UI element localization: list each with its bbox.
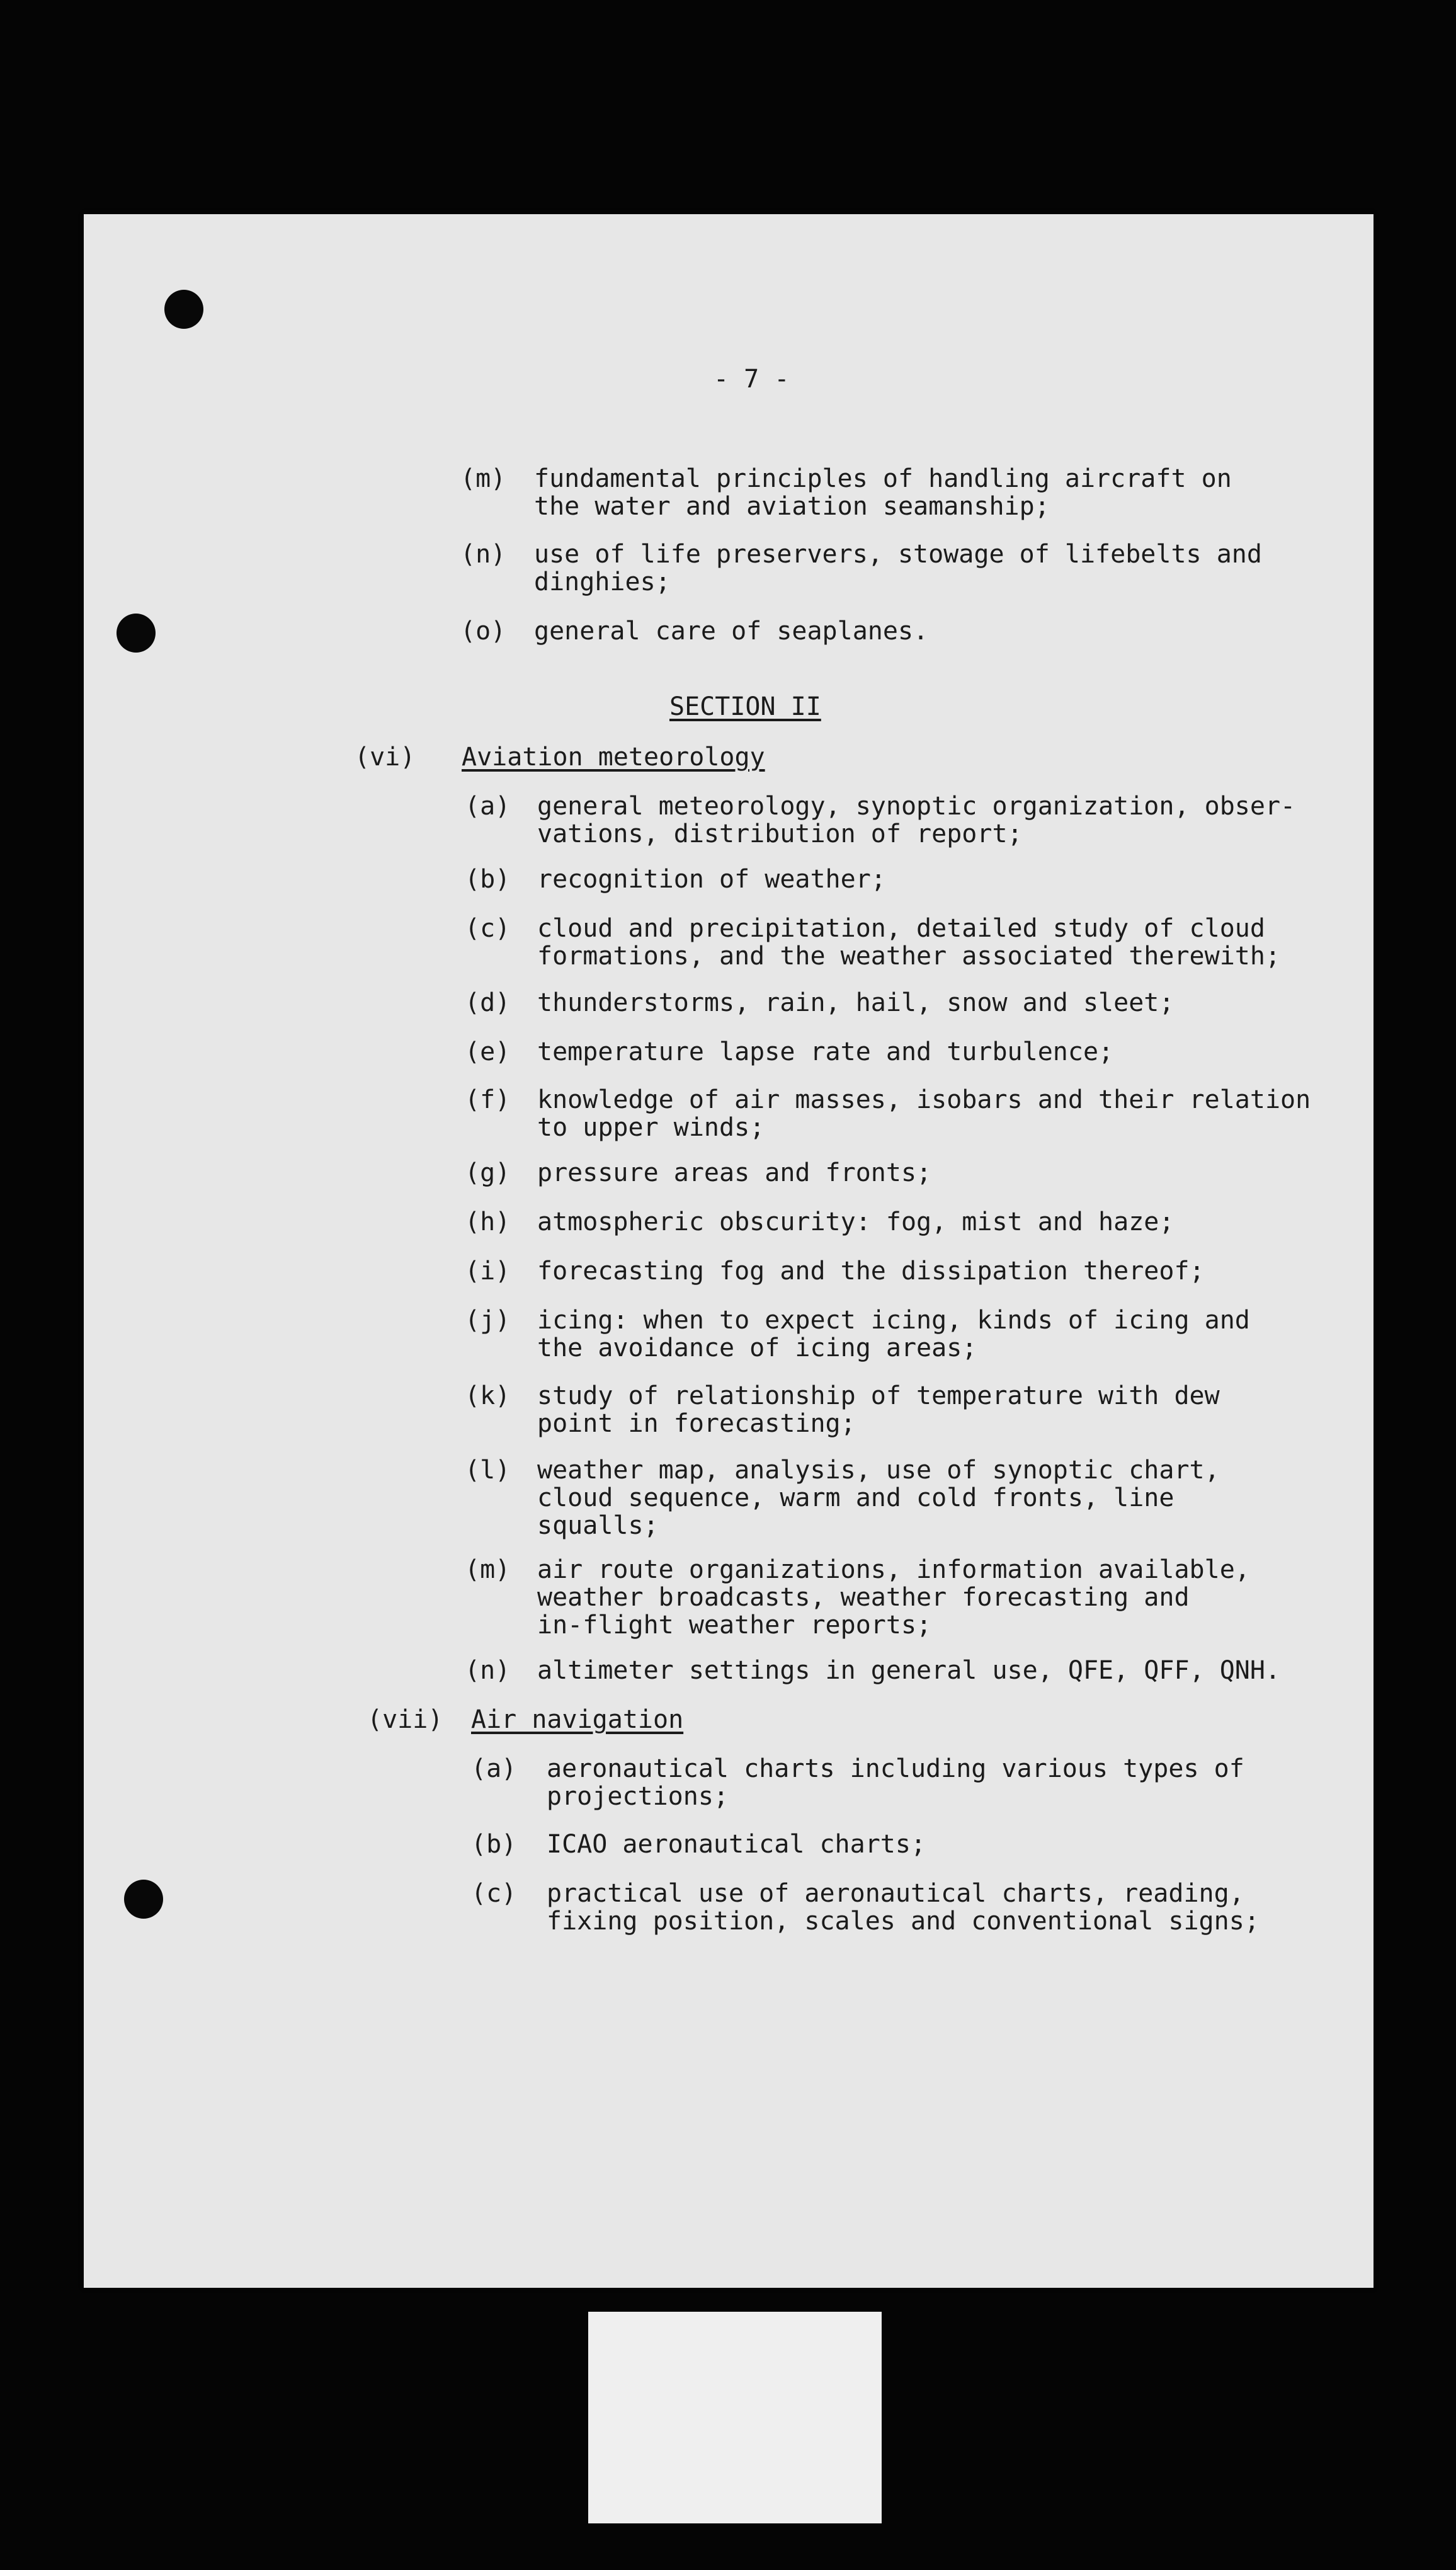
- page-number: - 7 -: [714, 365, 790, 394]
- item-text: air route organizations, information available, weather broadcasts, weather forecasting and in-flight weather reports;: [537, 1555, 1250, 1640]
- item-letter: (d): [465, 988, 511, 1017]
- item-text: icing: when to expect icing, kinds of icing and the avoidance of icing areas;: [537, 1306, 1250, 1362]
- item-text: use of life preservers, stowage of lifebelts and dinghies;: [534, 540, 1262, 597]
- item-text: practical use of aeronautical charts, reading, fixing position, scales and conventional signs;: [547, 1879, 1260, 1936]
- section-numeral: (vi): [355, 743, 416, 772]
- item-text: general meteorology, synoptic organization, obser- vations, distribution of report;: [537, 792, 1296, 848]
- document-page: [84, 214, 1374, 2288]
- section-numeral: (vii): [367, 1705, 443, 1734]
- item-text: knowledge of air masses, isobars and their relation to upper winds;: [537, 1085, 1311, 1142]
- item-letter: (m): [465, 1555, 511, 1584]
- item-letter: (b): [465, 865, 511, 894]
- punch-hole: [124, 1880, 163, 1919]
- item-letter: (c): [471, 1879, 517, 1908]
- section-title: Air navigation: [471, 1705, 684, 1734]
- item-letter: (h): [465, 1208, 511, 1236]
- item-letter: (o): [460, 617, 506, 646]
- section-title: Aviation meteorology: [462, 743, 765, 772]
- item-text: ICAO aeronautical charts;: [547, 1830, 926, 1859]
- item-letter: (a): [465, 792, 511, 821]
- item-text: atmospheric obscurity: fog, mist and haze;: [537, 1208, 1174, 1236]
- item-text: weather map, analysis, use of synoptic chart, cloud sequence, warm and cold fronts, line squalls;: [537, 1456, 1220, 1540]
- item-text: temperature lapse rate and turbulence;: [537, 1037, 1114, 1066]
- punch-hole: [164, 290, 203, 329]
- item-text: cloud and precipitation, detailed study of cloud formations, and the weather associated therewith;: [537, 914, 1281, 971]
- item-letter: (k): [465, 1381, 511, 1410]
- item-text: fundamental principles of handling aircraft on the water and aviation seamanship;: [534, 464, 1232, 521]
- item-letter: (l): [465, 1456, 511, 1485]
- item-letter: (b): [471, 1830, 517, 1859]
- item-letter: (i): [465, 1257, 511, 1286]
- item-letter: (a): [471, 1754, 517, 1783]
- item-letter: (n): [465, 1656, 511, 1685]
- item-letter: (j): [465, 1306, 511, 1335]
- item-letter: (n): [460, 540, 506, 569]
- item-text: general care of seaplanes.: [534, 617, 929, 646]
- section-heading: SECTION II: [669, 692, 821, 721]
- item-text: forecasting fog and the dissipation thereof;: [537, 1257, 1205, 1286]
- item-text: study of relationship of temperature with dew point in forecasting;: [537, 1381, 1220, 1438]
- item-letter: (c): [465, 914, 511, 943]
- item-letter: (e): [465, 1037, 511, 1066]
- punch-hole: [117, 614, 156, 653]
- item-text: altimeter settings in general use, QFE, QFF, QNH.: [537, 1656, 1281, 1685]
- item-text: pressure areas and fronts;: [537, 1158, 932, 1187]
- paper-slip: [588, 2312, 882, 2523]
- item-text: thunderstorms, rain, hail, snow and sleet;: [537, 988, 1174, 1017]
- item-letter: (f): [465, 1085, 511, 1114]
- item-text: recognition of weather;: [537, 865, 886, 894]
- item-letter: (m): [460, 464, 506, 493]
- item-letter: (g): [465, 1158, 511, 1187]
- item-text: aeronautical charts including various types of projections;: [547, 1754, 1244, 1811]
